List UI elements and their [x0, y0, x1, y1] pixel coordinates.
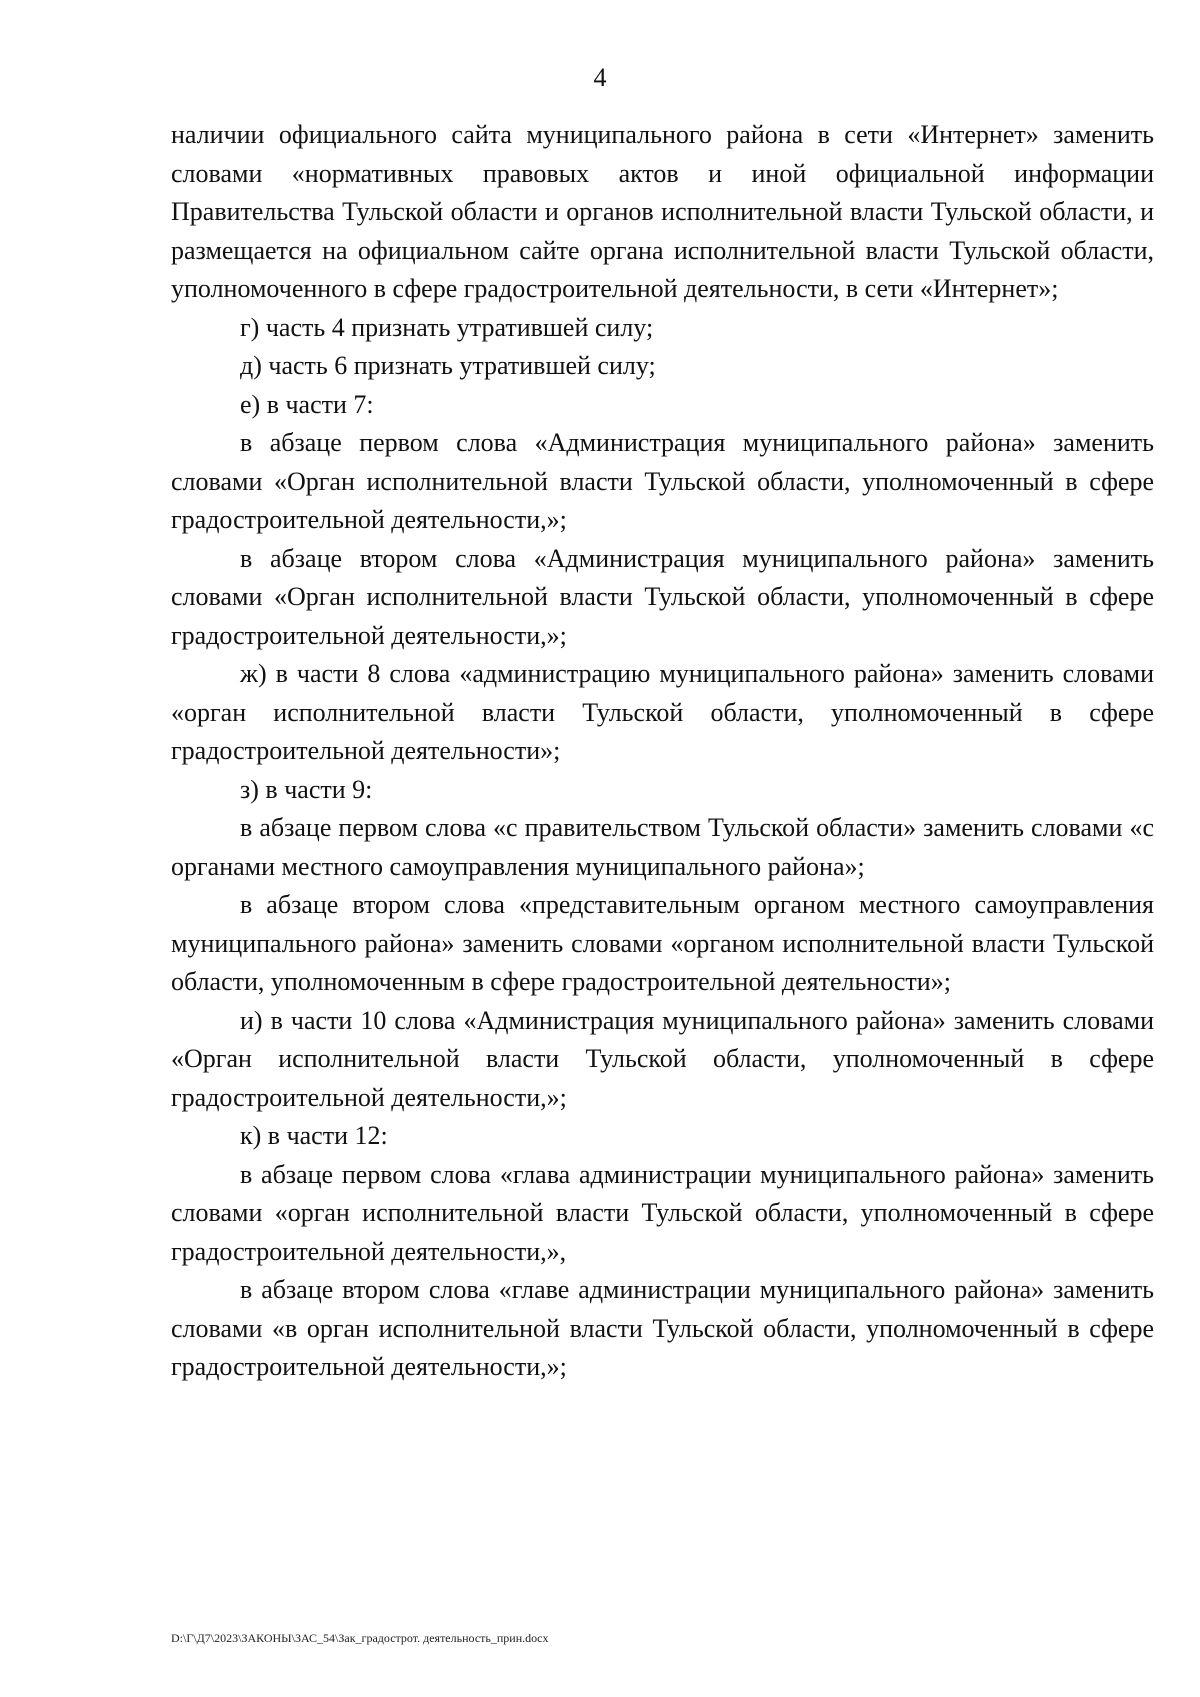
document-body: [171, 116, 1154, 1387]
paragraph-e-second-abzac: в абзаце втором слова «Администрация муниципального района» заменить словами «Орган исполнительной власти Тульской области, уполномоченный в сфере градостроительной деятельности,»;: [171, 543, 1154, 650]
paragraph-item-k: к) в части 12:: [240, 1121, 388, 1150]
paragraph-z-second-abzac: в абзаце втором слова «представительным органом местного самоуправления муниципального района» заменить словами «органом исполнительной власти Тульской области, уполномоченным в сфере градостроительной деятельности»;: [171, 890, 1154, 996]
paragraph-continuation: наличии официального сайта муниципального района в сети «Интернет» заменить словами «нормативных правовых актов и иной официальной информации Правительства Тульской области и органов исполнительной власти Тульской области, и размещается на официальном сайте органа исполнительной власти Тульской области, уполномоченного в сфере градостроительной деятельности, в сети «Интернет»;: [171, 120, 1154, 303]
paragraph-k-first-abzac: в абзаце первом слова «глава администрации муниципального района» заменить словами «орган исполнительной власти Тульской области, уполномоченный в сфере градостроительной деятельности,»,: [171, 1159, 1154, 1266]
paragraph-z-first-abzac: в абзаце первом слова «с правительством Тульской области» заменить словами «с органами местного самоуправления муниципального района»;: [171, 813, 1154, 881]
paragraph-item-i: и) в части 10 слова «Администрация муниципального района» заменить словами «Орган исполнительной власти Тульской области, уполномоченный в сфере градостроительной деятельности,»;: [171, 1005, 1154, 1112]
paragraph-item-g: г) часть 4 признать утратившей силу;: [240, 312, 654, 342]
paragraph-item-zh: ж) в части 8 слова «администрацию муниципального района» заменить словами «орган исполнительной власти Тульской области, уполномоченный в сфере градостроительной деятельности»;: [171, 659, 1154, 765]
paragraph-item-z: з) в части 9:: [240, 774, 373, 804]
page-number: 4: [593, 63, 607, 92]
footer-file-path: D:\Г\Д7\2023\ЗАКОНЫ\ЗАС_54\Зак_градострот. деятельность_прин.docx: [171, 1631, 549, 1645]
paragraph-item-e: е) в части 7:: [240, 389, 374, 419]
paragraph-e-first-abzac: в абзаце первом слова «Администрация муниципального района» заменить словами «Орган исполнительной власти Тульской области, уполномоченный в сфере градостроительной деятельности,»;: [171, 428, 1154, 534]
paragraph-item-d: д) часть 6 признать утратившей силу;: [240, 351, 656, 380]
paragraph-k-second-abzac: в абзаце втором слова «главе администрации муниципального района» заменить словами «в орган исполнительной власти Тульской области, уполномоченный в сфере градостроительной деятельности,»;: [171, 1275, 1154, 1381]
